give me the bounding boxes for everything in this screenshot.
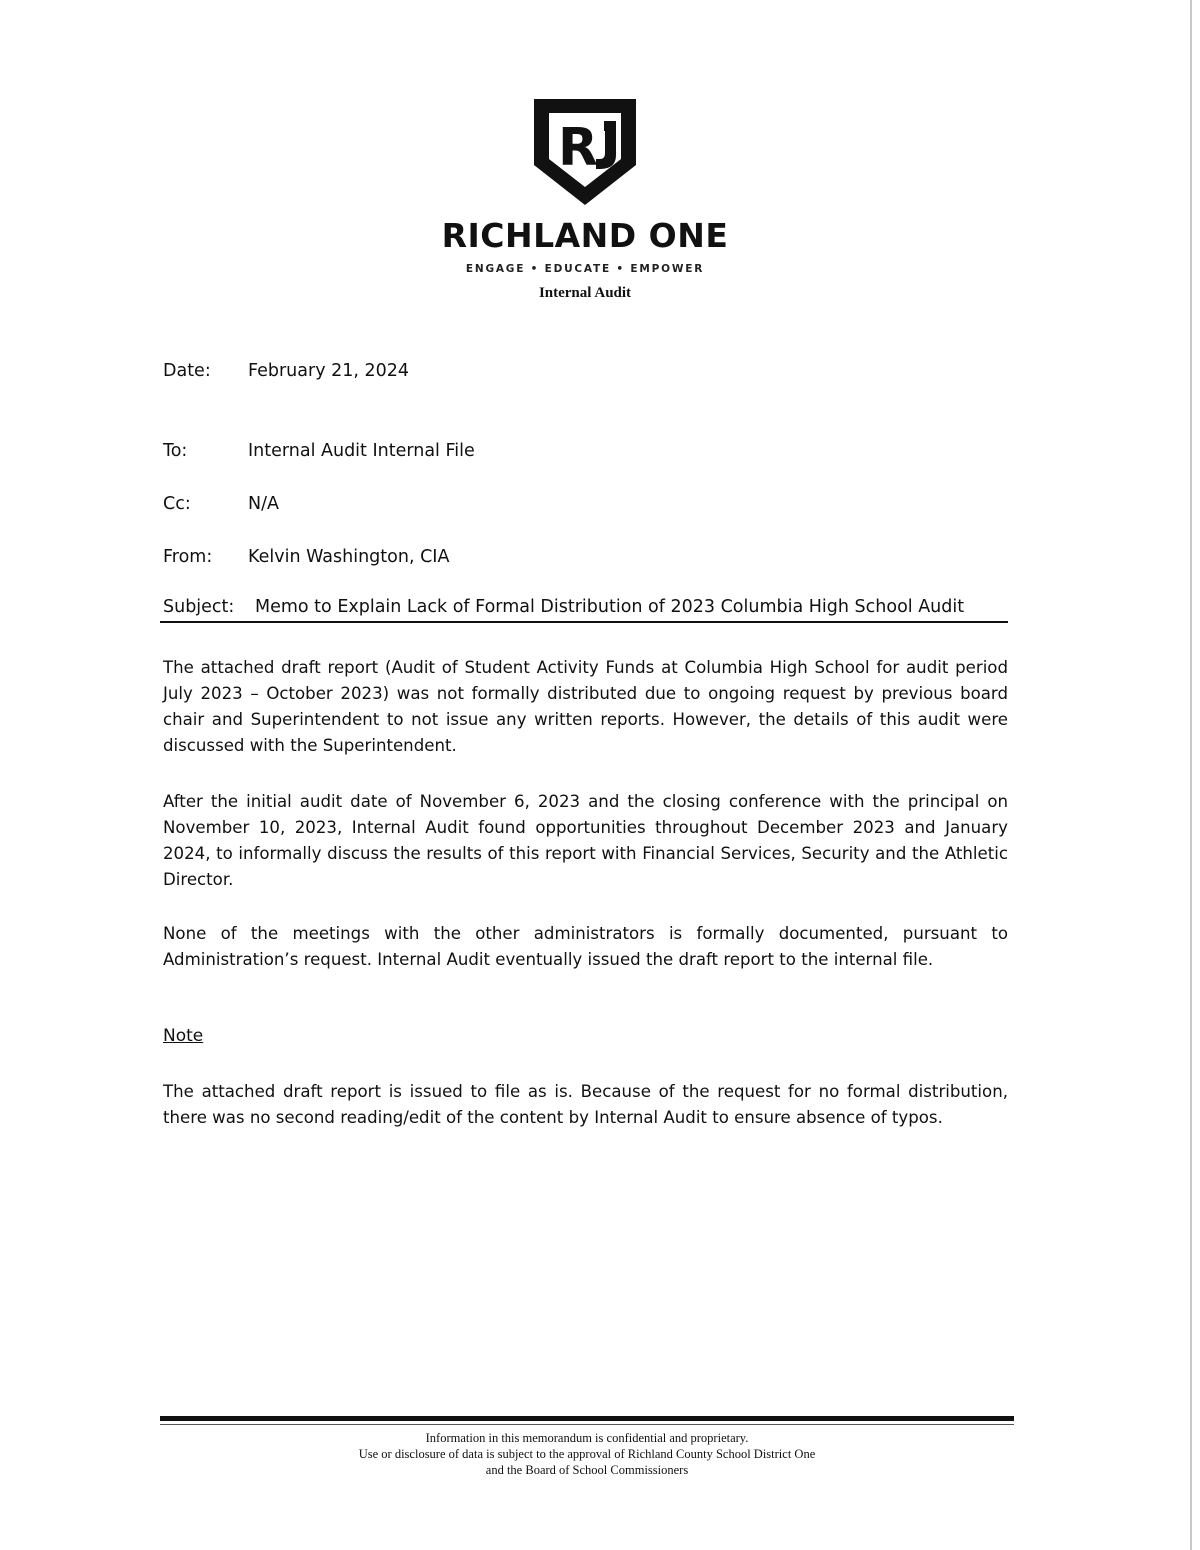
letterhead xyxy=(0,95,1170,302)
confidentiality-footer xyxy=(160,1430,1014,1478)
note-heading: Note xyxy=(163,1026,204,1046)
memo-subject-row xyxy=(160,597,1008,623)
memo-to-row xyxy=(163,441,475,461)
to-value: Internal Audit Internal File xyxy=(248,441,475,461)
footer-line-3: and the Board of School Commissioners xyxy=(485,1463,689,1477)
memo-date-row xyxy=(163,361,409,381)
footer-rule xyxy=(160,1416,1014,1421)
body-paragraph-1: The attached draft report (Audit of Student Activity Funds at Columbia High School for audit period July 2023 – October 2023) was not formally distributed due to ongoing request by previous board chair and Superintendent to not issue any written reports. However, the details of this audit were discussed with the Superintendent. xyxy=(163,658,1008,755)
logo-letter: R xyxy=(557,118,599,178)
memo-from-row xyxy=(163,547,449,567)
cc-value: N/A xyxy=(248,494,279,514)
footer-line-1: Information in this memorandum is confidential and proprietary. xyxy=(425,1431,749,1445)
to-label: To: xyxy=(163,441,188,461)
organization-name: RICHLAND ONE xyxy=(441,216,729,255)
memo-cc-row xyxy=(163,494,279,514)
date-label: Date: xyxy=(163,361,211,381)
scan-edge-line xyxy=(1190,0,1192,1550)
footer-rule-thin xyxy=(160,1424,1014,1425)
date-value: February 21, 2024 xyxy=(248,361,410,381)
note-paragraph: The attached draft report is issued to file as is. Because of the request for no formal distribution, there was no second reading/edit of the content by Internal Audit to ensure absence of typos. xyxy=(163,1082,1008,1127)
footer-line-2: Use or disclosure of data is subject to the approval of Richland County School District One xyxy=(358,1447,816,1461)
department-name: Internal Audit xyxy=(538,285,632,301)
organization-tagline: ENGAGE • EDUCATE • EMPOWER xyxy=(465,263,705,275)
body-paragraph-3: None of the meetings with the other administrators is formally documented, pursuant to Administration’s request. Internal Audit eventually issued the draft report to the internal file. xyxy=(163,924,1008,969)
richland-one-shield-logo-icon xyxy=(530,95,640,210)
body-paragraph-2: After the initial audit date of November 6, 2023 and the closing conference with the principal on November 10, 2023, Internal Audit found opportunities throughout December 2023 and January 2024, to informally discuss the results of this report with Financial Services, Security and the Athletic Director. xyxy=(163,792,1008,889)
subject-label: Subject: xyxy=(163,597,235,617)
cc-label: Cc: xyxy=(163,494,191,514)
from-label: From: xyxy=(163,547,213,567)
subject-value: Memo to Explain Lack of Formal Distribution of 2023 Columbia High School Audit xyxy=(255,597,965,617)
from-value: Kelvin Washington, CIA xyxy=(248,547,450,567)
